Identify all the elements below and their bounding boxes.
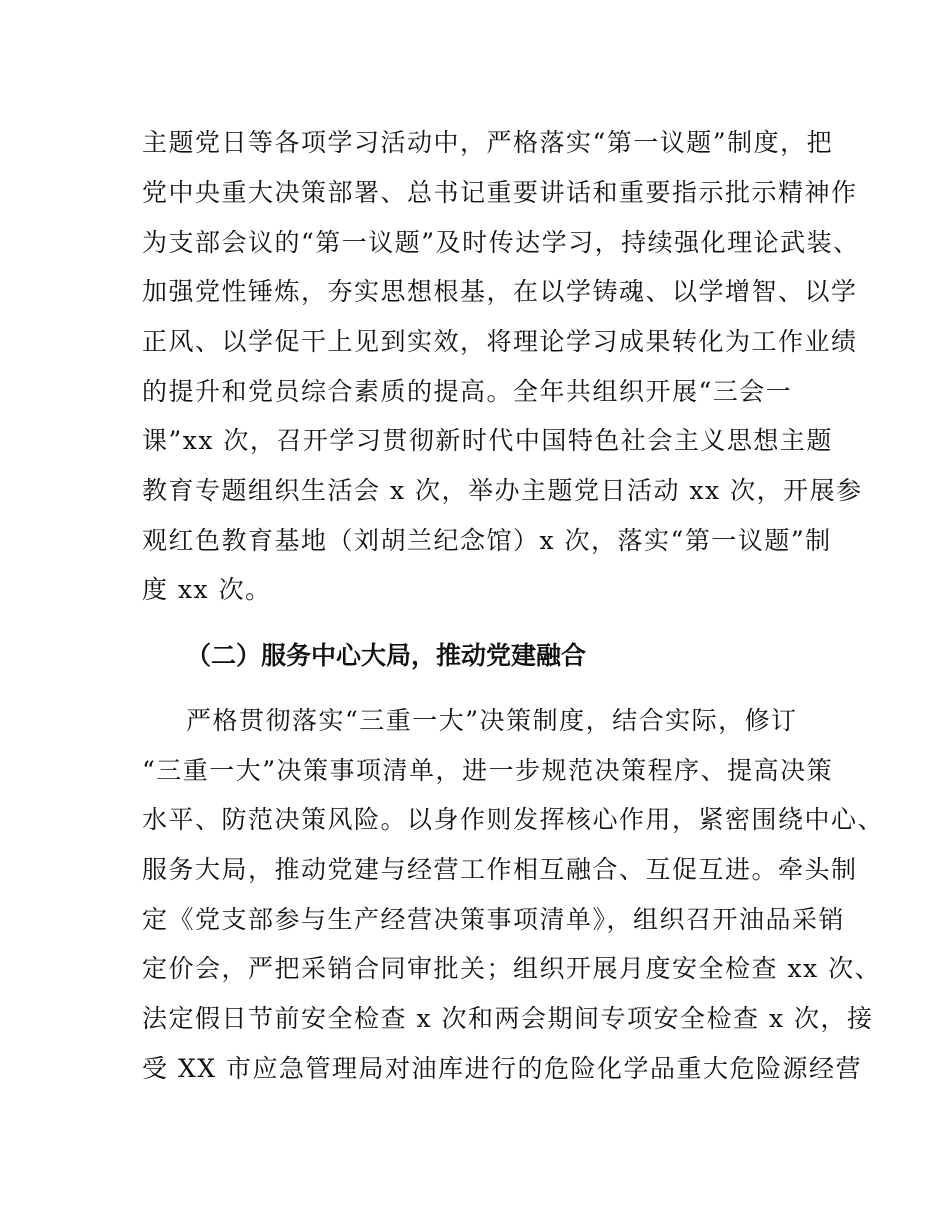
paragraph-1-line: 党中央重大决策部署、总书记重要讲话和重要指示批示精神作 <box>142 178 858 207</box>
paragraph-2-line: “三重一大”决策事项清单，进一步规范决策程序、提高决策 <box>142 756 834 785</box>
section-heading: （二）服务中心大局，推动党建融合 <box>186 641 587 670</box>
paragraph-1-line: 教育专题组织生活会 x 次，举办主题党日活动 xx 次，开展参 <box>142 476 863 505</box>
paragraph-1-line: 正风、以学促干上见到实效，将理论学习成果转化为工作业绩 <box>142 327 858 356</box>
paragraph-1-line: 为支部会议的“第一议题”及时传达学习，持续强化理论武装、 <box>142 228 860 257</box>
paragraph-1-line: 度 xx 次。 <box>142 575 272 604</box>
paragraph-1-line: 课”xx 次，召开学习贯彻新时代中国特色社会主义思想主题 <box>142 426 833 455</box>
paragraph-2-line: 严格贯彻落实“三重一大”决策制度，结合实际，修订 <box>186 706 798 735</box>
paragraph-2-line: 服务大局，推动党建与经营工作相互融合、互促互进。牵头制 <box>142 855 858 884</box>
paragraph-1-line: 加强党性锤炼，夯实思想根基，在以学铸魂、以学增智、以学 <box>142 277 858 306</box>
paragraph-2-line: 水平、防范决策风险。以身作则发挥核心作用，紧密围绕中心、 <box>142 805 885 834</box>
paragraph-1-line: 的提升和党员综合素质的提高。全年共组织开展“三会一 <box>142 377 793 406</box>
paragraph-2-line: 法定假日节前安全检查 x 次和两会期间专项安全检查 x 次，接 <box>142 1004 874 1033</box>
paragraph-2-line: 定价会，严把采销合同审批关；组织开展月度安全检查 xx 次、 <box>142 954 882 983</box>
paragraph-2-line: 定《党支部参与生产经营决策事项清单》，组织召开油品采销 <box>142 905 846 934</box>
paragraph-1-line: 观红色教育基地（刘胡兰纪念馆）x 次，落实“第一议题”制 <box>142 526 832 555</box>
paragraph-1-line: 主题党日等各项学习活动中，严格落实“第一议题”制度，把 <box>142 128 834 157</box>
paragraph-2-line: 受 XX 市应急管理局对油库进行的危险化学品重大危险源经营 <box>142 1054 862 1083</box>
